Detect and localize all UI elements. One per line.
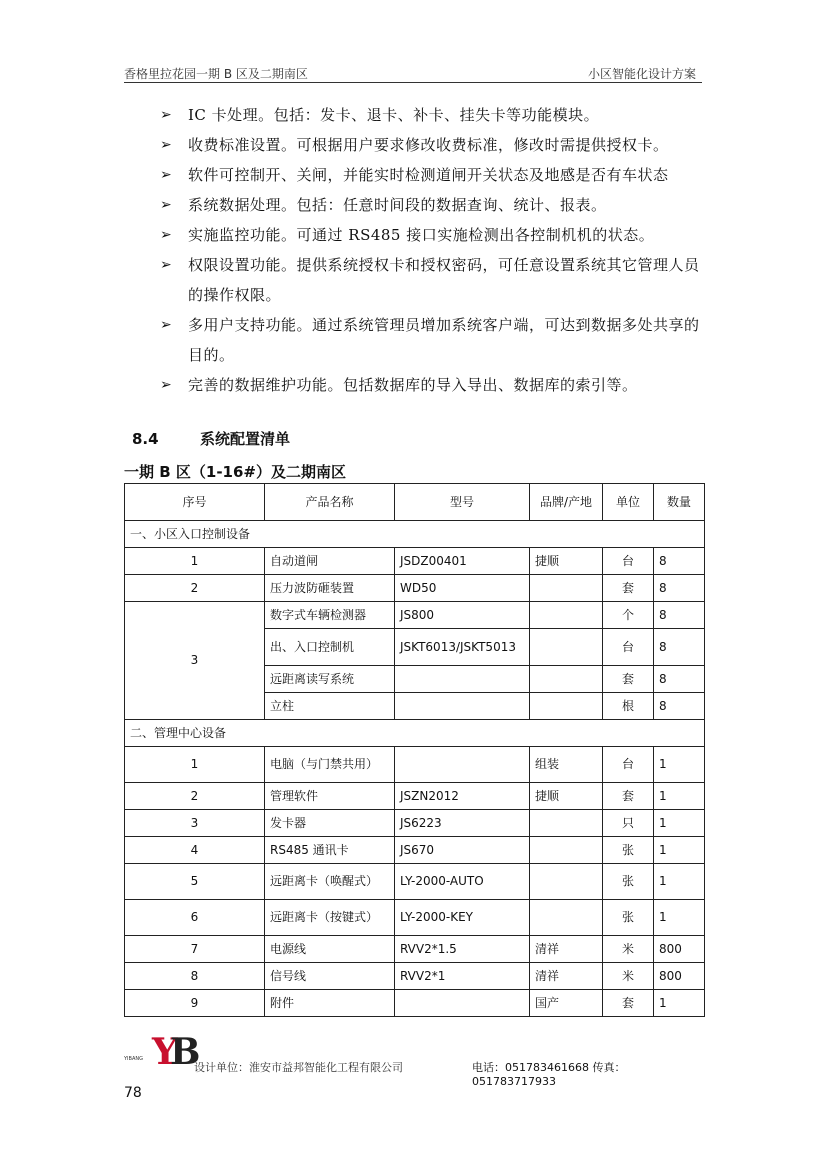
cell-model: JSDZ00401 <box>395 548 530 575</box>
table-row <box>125 936 705 963</box>
bullet-marker-icon: ➢ <box>160 227 173 243</box>
header-unit: 单位 <box>603 484 654 521</box>
cell-no: 3 <box>125 810 265 837</box>
cell-brand <box>530 900 603 936</box>
company-logo <box>124 1031 201 1074</box>
cell-model: JSZN2012 <box>395 783 530 810</box>
section-number: 8.4 <box>132 430 159 448</box>
cell-qty: 1 <box>654 810 705 837</box>
category-row-entrance <box>125 521 705 548</box>
cell-qty: 1 <box>654 900 705 936</box>
logo-letter-y: Y <box>152 1031 178 1073</box>
table-header-row <box>125 484 705 521</box>
cell-model: RVV2*1.5 <box>395 936 530 963</box>
logo-letter-b: B <box>170 1031 201 1073</box>
cell-qty: 8 <box>654 602 705 629</box>
feature-item <box>160 310 705 370</box>
cell-no: 2 <box>125 783 265 810</box>
header-no: 序号 <box>125 484 265 521</box>
cell-qty: 800 <box>654 963 705 990</box>
cell-model <box>395 990 530 1017</box>
cell-model: JS670 <box>395 837 530 864</box>
cell-qty: 8 <box>654 629 705 666</box>
table-row <box>125 990 705 1017</box>
cell-brand <box>530 575 603 602</box>
header-project-name: 香格里拉花园一期 B 区及二期南区 <box>124 67 308 81</box>
cell-model <box>395 666 530 693</box>
cell-unit: 套 <box>603 783 654 810</box>
cell-model: RVV2*1 <box>395 963 530 990</box>
cell-unit: 套 <box>603 990 654 1017</box>
cell-name: 远距离卡（按键式） <box>265 900 395 936</box>
bullet-marker-icon: ➢ <box>160 137 173 153</box>
bullet-marker-icon: ➢ <box>160 107 173 123</box>
cell-no: 8 <box>125 963 265 990</box>
feature-item <box>160 370 705 400</box>
feature-text: 软件可控制开、关闸，并能实时检测道闸开关状态及地感是否有车状态 <box>188 166 669 184</box>
cell-unit: 套 <box>603 575 654 602</box>
section-heading <box>132 428 290 449</box>
design-unit: 设计单位：淮安市益邦智能化工程有限公司 <box>194 1061 403 1074</box>
cell-name: 出、入口控制机 <box>265 629 395 666</box>
cell-name: 电源线 <box>265 936 395 963</box>
category-row-management <box>125 720 705 747</box>
cell-name: 自动道闸 <box>265 548 395 575</box>
feature-text: 收费标准设置。可根据用户要求修改收费标准，修改时需提供授权卡。 <box>188 136 669 154</box>
cell-name: 管理软件 <box>265 783 395 810</box>
cell-qty: 8 <box>654 575 705 602</box>
cell-no: 3 <box>125 602 265 720</box>
cell-name: 发卡器 <box>265 810 395 837</box>
feature-text: 多用户支持功能。通过系统管理员增加系统客户端，可达到数据多处共享的目的。 <box>188 316 700 364</box>
header-doc-title: 小区智能化设计方案 <box>587 67 696 81</box>
bullet-marker-icon: ➢ <box>160 257 173 273</box>
cell-name: 电脑（与门禁共用） <box>265 747 395 783</box>
cell-name: 远距离卡（唤醒式） <box>265 864 395 900</box>
feature-text: 权限设置功能。提供系统授权卡和授权密码，可任意设置系统其它管理人员的操作权限。 <box>188 256 700 304</box>
table-title: 一期 B 区（1-16#）及二期南区 <box>124 463 346 481</box>
cell-no: 5 <box>125 864 265 900</box>
cell-name: 数字式车辆检测器 <box>265 602 395 629</box>
header-qty: 数量 <box>654 484 705 521</box>
category-label: 一、小区入口控制设备 <box>125 521 705 548</box>
cell-brand <box>530 693 603 720</box>
bullet-marker-icon: ➢ <box>160 167 173 183</box>
cell-qty: 800 <box>654 936 705 963</box>
cell-name: RS485 通讯卡 <box>265 837 395 864</box>
cell-brand: 捷顺 <box>530 548 603 575</box>
cell-brand: 清祥 <box>530 936 603 963</box>
cell-brand: 国产 <box>530 990 603 1017</box>
cell-name: 附件 <box>265 990 395 1017</box>
section-title: 系统配置清单 <box>200 430 291 448</box>
bullet-marker-icon: ➢ <box>160 317 173 333</box>
bullet-marker-icon: ➢ <box>160 197 173 213</box>
cell-no: 4 <box>125 837 265 864</box>
feature-text: IC 卡处理。包括：发卡、退卡、补卡、挂失卡等功能模块。 <box>188 106 600 124</box>
cell-model: LY-2000-KEY <box>395 900 530 936</box>
table-row <box>125 783 705 810</box>
table-row <box>125 963 705 990</box>
cell-unit: 套 <box>603 666 654 693</box>
cell-brand: 捷顺 <box>530 783 603 810</box>
cell-qty: 1 <box>654 864 705 900</box>
contact-phone-fax: 电话：051783461668 传真：051783717933 <box>472 1061 626 1088</box>
feature-item <box>160 130 705 160</box>
logo-small-text: YIBANG <box>124 1056 143 1062</box>
cell-model: JS800 <box>395 602 530 629</box>
page-footer <box>124 1031 704 1088</box>
cell-unit: 米 <box>603 963 654 990</box>
table-row <box>125 548 705 575</box>
header-model: 型号 <box>395 484 530 521</box>
cell-unit: 个 <box>603 602 654 629</box>
cell-unit: 台 <box>603 747 654 783</box>
cell-qty: 1 <box>654 990 705 1017</box>
table-row <box>125 747 705 783</box>
cell-no: 1 <box>125 548 265 575</box>
feature-text: 系统数据处理。包括：任意时间段的数据查询、统计、报表。 <box>188 196 607 214</box>
feature-item <box>160 100 705 130</box>
cell-brand <box>530 837 603 864</box>
cell-unit: 张 <box>603 900 654 936</box>
cell-no: 1 <box>125 747 265 783</box>
cell-qty: 1 <box>654 747 705 783</box>
feature-text: 完善的数据维护功能。包括数据库的导入导出、数据库的索引等。 <box>188 376 638 394</box>
bullet-marker-icon: ➢ <box>160 377 173 393</box>
cell-unit: 台 <box>603 548 654 575</box>
category-label: 二、管理中心设备 <box>125 720 705 747</box>
cell-qty: 8 <box>654 548 705 575</box>
cell-model: JSKT6013/JSKT5013 <box>395 629 530 666</box>
cell-name: 远距离读写系统 <box>265 666 395 693</box>
table-row <box>125 602 705 629</box>
table-row <box>125 810 705 837</box>
cell-unit: 张 <box>603 864 654 900</box>
cell-model: LY-2000-AUTO <box>395 864 530 900</box>
cell-model: JS6223 <box>395 810 530 837</box>
cell-no: 2 <box>125 575 265 602</box>
cell-brand <box>530 810 603 837</box>
cell-qty: 8 <box>654 693 705 720</box>
cell-qty: 1 <box>654 783 705 810</box>
cell-brand: 清祥 <box>530 963 603 990</box>
cell-qty: 8 <box>654 666 705 693</box>
cell-brand <box>530 666 603 693</box>
table-row <box>125 837 705 864</box>
feature-item <box>160 220 705 250</box>
header-name: 产品名称 <box>265 484 395 521</box>
table-row <box>125 864 705 900</box>
table-row <box>125 575 705 602</box>
feature-list <box>160 100 705 400</box>
cell-no: 7 <box>125 936 265 963</box>
feature-item <box>160 250 705 310</box>
cell-no: 6 <box>125 900 265 936</box>
cell-brand <box>530 602 603 629</box>
feature-text: 实施监控功能。可通过 RS485 接口实施检测出各控制机机的状态。 <box>188 226 655 244</box>
table-row <box>125 900 705 936</box>
feature-item <box>160 190 705 220</box>
header-brand: 品牌/产地 <box>530 484 603 521</box>
page-header <box>124 62 702 83</box>
cell-no: 9 <box>125 990 265 1017</box>
cell-name: 信号线 <box>265 963 395 990</box>
cell-name: 立柱 <box>265 693 395 720</box>
cell-brand <box>530 629 603 666</box>
cell-unit: 台 <box>603 629 654 666</box>
cell-unit: 根 <box>603 693 654 720</box>
cell-qty: 1 <box>654 837 705 864</box>
cell-name: 压力波防砸装置 <box>265 575 395 602</box>
page-number: 78 <box>124 1085 142 1101</box>
cell-model: WD50 <box>395 575 530 602</box>
cell-model <box>395 747 530 783</box>
cell-brand <box>530 864 603 900</box>
config-table <box>124 483 705 1017</box>
feature-item <box>160 160 705 190</box>
cell-brand: 组装 <box>530 747 603 783</box>
cell-unit: 张 <box>603 837 654 864</box>
cell-model <box>395 693 530 720</box>
cell-unit: 只 <box>603 810 654 837</box>
cell-unit: 米 <box>603 936 654 963</box>
